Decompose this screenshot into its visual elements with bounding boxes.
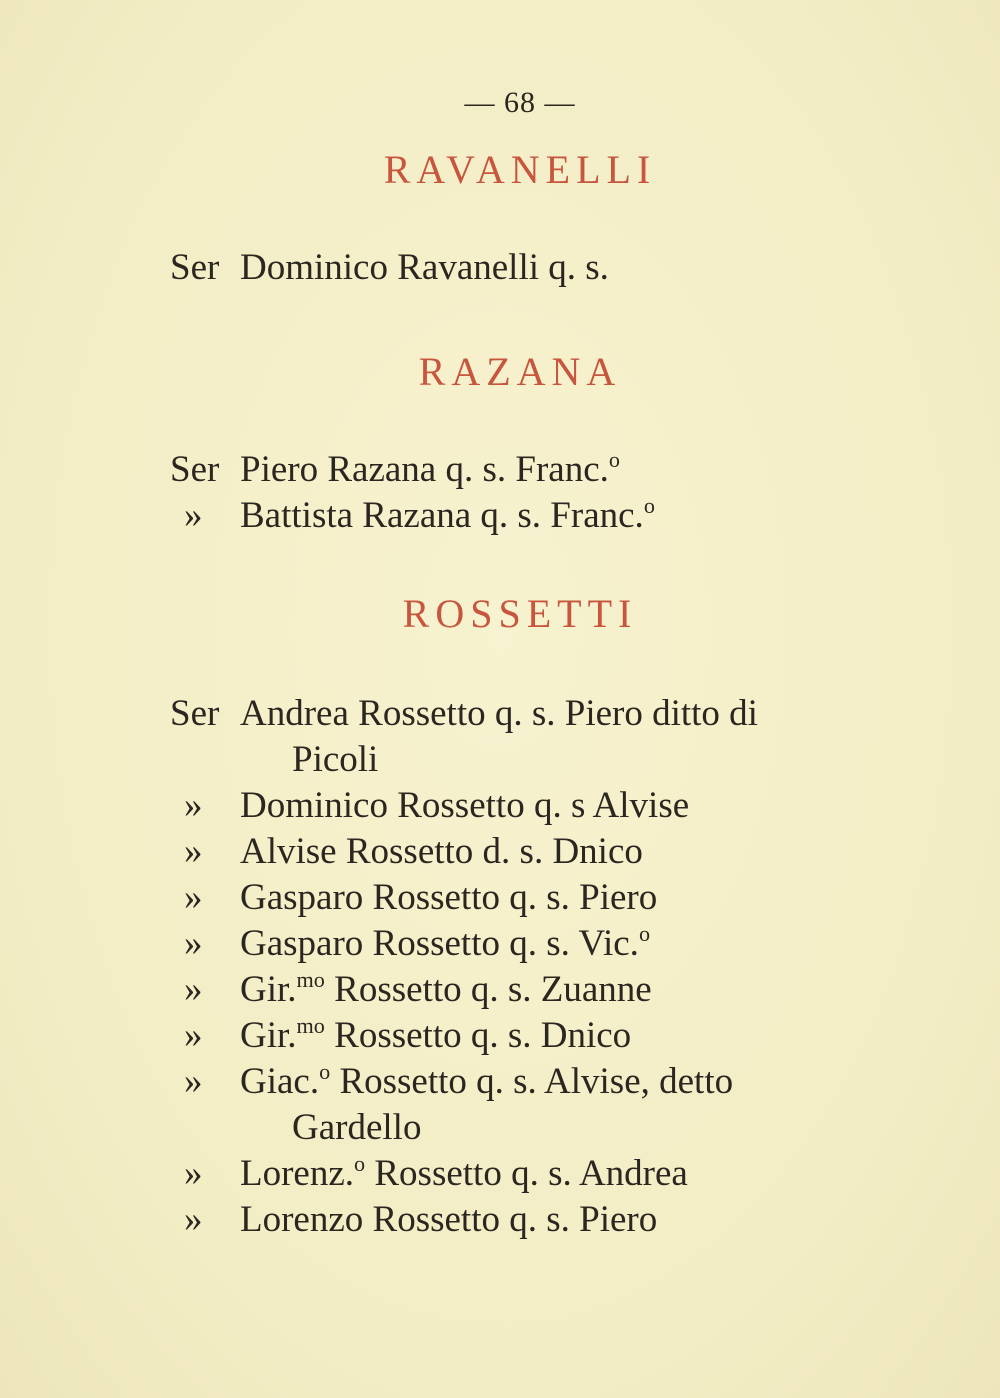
section-heading-ravanelli: RAVANELLI bbox=[383, 147, 657, 192]
entry-line bbox=[170, 1152, 688, 1196]
entry-lead: Ser bbox=[170, 693, 220, 734]
entry-line bbox=[170, 830, 643, 874]
entry-lead: » bbox=[184, 923, 203, 964]
entry-lead: » bbox=[184, 831, 203, 872]
entry-text: Gasparo Rossetto q. s. Vic. bbox=[240, 923, 639, 964]
entry-continuation bbox=[292, 1106, 421, 1150]
entry-line bbox=[170, 876, 657, 920]
entry-line bbox=[170, 1198, 657, 1242]
entry-text-prefix: Gir. bbox=[240, 969, 297, 1010]
entry-line bbox=[170, 494, 655, 538]
entry-text: Piero Razana q. s. Franc. bbox=[240, 449, 609, 490]
entry-lead: » bbox=[184, 495, 203, 536]
entry-lead: » bbox=[184, 969, 203, 1010]
section-heading-razana: RAZANA bbox=[418, 349, 622, 394]
entry-line bbox=[170, 448, 620, 492]
entry-text: Andrea Rossetto q. s. Piero ditto di bbox=[240, 693, 758, 734]
entry-text: Battista Razana q. s. Franc. bbox=[240, 495, 644, 536]
entry-text: Dominico Rossetto q. s Alvise bbox=[240, 785, 690, 826]
entry-text: Rossetto q. s. Andrea bbox=[374, 1153, 688, 1194]
entry-text: Rossetto q. s. Dnico bbox=[334, 1015, 632, 1056]
entry-text: Rossetto q. s. Alvise, detto bbox=[339, 1061, 734, 1102]
entry-text: Dominico Ravanelli q. s. bbox=[240, 247, 609, 288]
entry-lead: » bbox=[184, 1199, 203, 1240]
entry-line bbox=[170, 968, 652, 1012]
section-heading-rossetti: ROSSETTI bbox=[402, 591, 638, 636]
entry-line bbox=[170, 246, 609, 290]
entry-superscript: o bbox=[608, 447, 620, 472]
entry-lead: » bbox=[184, 1153, 203, 1194]
entry-line bbox=[170, 1014, 631, 1058]
entry-superscript: o bbox=[354, 1151, 366, 1176]
entry-line bbox=[170, 692, 758, 736]
entry-text: Gardello bbox=[292, 1107, 422, 1148]
entry-superscript: o bbox=[643, 493, 655, 518]
entry-superscript: mo bbox=[296, 1013, 325, 1038]
entry-text: Picoli bbox=[292, 739, 379, 780]
entry-lead: » bbox=[184, 785, 203, 826]
page-number: — 68 — bbox=[464, 86, 576, 119]
entry-superscript: mo bbox=[296, 967, 325, 992]
entry-text: Gasparo Rossetto q. s. Piero bbox=[240, 877, 658, 918]
entry-line bbox=[170, 922, 650, 966]
entry-lead: Ser bbox=[170, 449, 220, 490]
entry-text: Alvise Rossetto d. s. Dnico bbox=[240, 831, 643, 872]
entry-lead: » bbox=[184, 1061, 203, 1102]
entry-lead: » bbox=[184, 1015, 203, 1056]
entry-lead: Ser bbox=[170, 247, 220, 288]
entry-text-prefix: Gir. bbox=[240, 1015, 297, 1056]
entry-line bbox=[170, 784, 689, 828]
entry-text: Rossetto q. s. Zuanne bbox=[334, 969, 652, 1010]
entry-text-prefix: Giac. bbox=[240, 1061, 320, 1102]
entry-continuation bbox=[292, 738, 378, 782]
entry-text-prefix: Lorenz. bbox=[240, 1153, 355, 1194]
entry-superscript: o bbox=[319, 1059, 331, 1084]
entry-line bbox=[170, 1060, 733, 1104]
entry-text: Lorenzo Rossetto q. s. Piero bbox=[240, 1199, 658, 1240]
entry-lead: » bbox=[184, 877, 203, 918]
entry-superscript: o bbox=[638, 921, 651, 946]
